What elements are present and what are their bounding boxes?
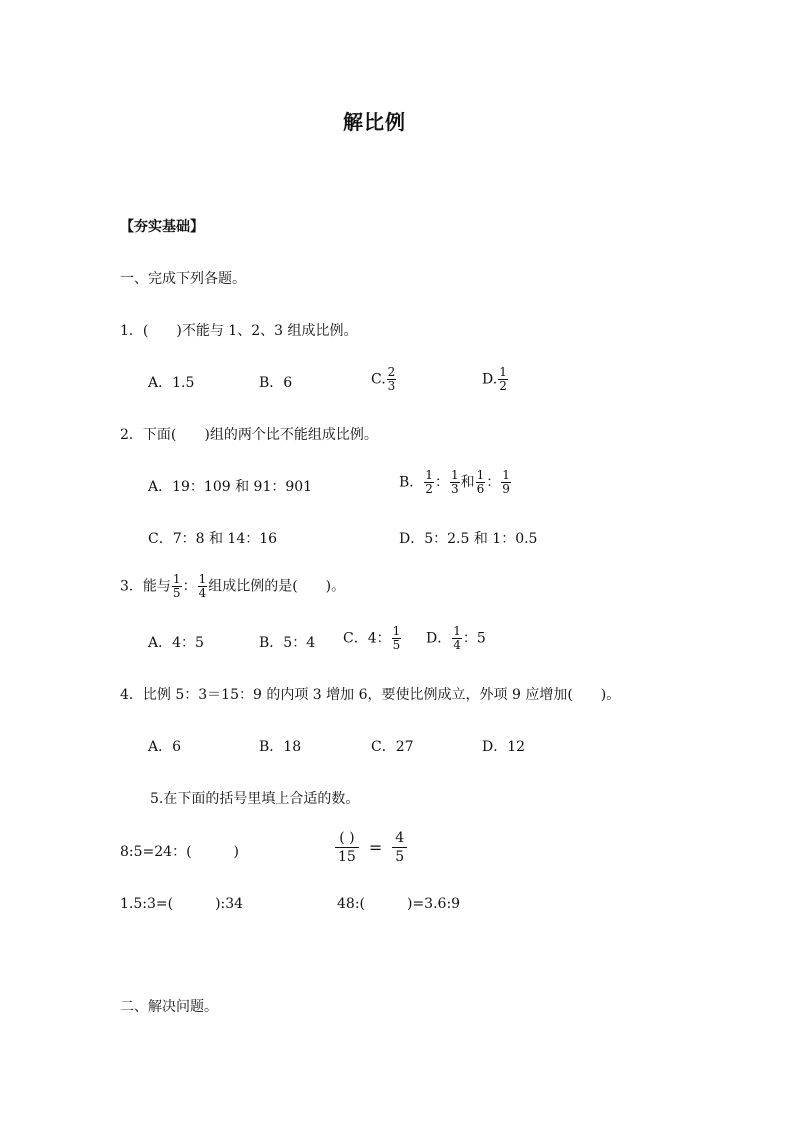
q1-option-c-prefix: C.	[371, 371, 386, 388]
q3-option-a: A．4：5	[148, 635, 204, 651]
q1-option-c-fraction	[387, 366, 397, 393]
q1-option-a: A．1.5	[148, 375, 195, 391]
ratio-colon: ：	[182, 578, 197, 595]
q3-stem	[120, 573, 345, 600]
q3-option-d	[426, 625, 486, 652]
fraction-denominator: 3	[387, 379, 396, 393]
q1-stem: 1．( )不能与 1、2、3 组成比例。	[120, 323, 358, 339]
q5-eq2-left-fraction	[335, 829, 359, 866]
fraction-numerator: 1	[502, 468, 510, 482]
q5-stem: 5.在下面的括号里填上合适的数。	[150, 791, 360, 807]
fraction-denominator: 5	[172, 586, 181, 600]
fraction-numerator: 1	[392, 624, 401, 638]
fraction-denominator: 2	[499, 379, 507, 393]
q4-option-b: B．18	[259, 739, 302, 755]
q1-option-c	[371, 366, 397, 393]
q3-option-d-fraction	[452, 625, 462, 652]
q5-equation-4: 48:( )=3.6:9	[337, 896, 461, 912]
fraction-numerator: 1	[499, 365, 507, 379]
q2-fraction-1	[424, 469, 434, 496]
q3-option-d-prefix: D．	[426, 630, 452, 647]
fraction-numerator: 1	[198, 572, 207, 586]
equals-sign: =	[368, 838, 383, 857]
q3-option-d-suffix: ：5	[462, 630, 486, 647]
q3-fraction-2	[198, 573, 208, 600]
q3-option-b: B．5：4	[259, 635, 316, 651]
q4-option-a: A．6	[148, 739, 182, 755]
q2-option-c: C．7：8 和 14：16	[148, 531, 278, 547]
fraction-numerator: 2	[387, 365, 396, 379]
q1-option-d-fraction	[498, 366, 508, 393]
and-text: 和	[460, 474, 475, 491]
q1-option-d	[482, 366, 509, 393]
part1-heading: 一、完成下列各题。	[120, 271, 246, 287]
q2-option-a: A．19：109 和 91：901	[148, 479, 313, 495]
q2-option-d: D．5：2.5 和 1：0.5	[399, 531, 538, 547]
fraction-numerator: ( )	[339, 830, 355, 846]
section-label: 【夯实基础】	[120, 219, 204, 235]
fraction-numerator: 1	[453, 624, 461, 638]
ratio-colon: ：	[486, 474, 501, 491]
q2-fraction-2	[450, 469, 460, 496]
fraction-denominator: 5	[392, 847, 407, 866]
fraction-denominator: 2	[425, 482, 433, 496]
fraction-denominator: 9	[502, 482, 510, 496]
q3-stem-prefix: 3．能与	[120, 578, 171, 595]
fraction-numerator: 1	[476, 468, 485, 482]
ratio-colon: ：	[434, 474, 449, 491]
q3-stem-suffix: 组成比例的是( )。	[208, 578, 346, 595]
q2-option-b-prefix: B．	[399, 474, 424, 491]
q5-equation-1: 8:5=24：( )	[120, 844, 239, 860]
fraction-denominator: 3	[450, 482, 459, 496]
q2-option-b	[399, 469, 512, 496]
q3-fraction-1	[172, 573, 182, 600]
q5-equation-3: 1.5:3=( ):34	[120, 896, 244, 912]
fraction-numerator: 1	[425, 468, 433, 482]
fraction-numerator: 1	[450, 468, 459, 482]
fraction-denominator: 6	[476, 482, 485, 496]
part2-heading: 二、解决问题。	[120, 999, 218, 1015]
q2-fraction-3	[476, 469, 486, 496]
page-title: 解比例	[343, 110, 406, 134]
q2-fraction-4	[501, 469, 511, 496]
q3-option-c-fraction	[392, 625, 402, 652]
q5-equation-2	[335, 829, 407, 866]
fraction-denominator: 5	[392, 638, 401, 652]
q1-option-b: B．6	[259, 375, 293, 391]
fraction-denominator: 15	[335, 847, 359, 866]
q4-stem: 4．比例 5：3＝15：9 的内项 3 增加 6，要使比例成立，外项 9 应增加( )。	[120, 687, 621, 703]
fraction-numerator: 1	[172, 572, 181, 586]
q5-eq2-right-fraction	[392, 829, 407, 866]
fraction-numerator: 4	[395, 830, 405, 846]
q1-option-d-prefix: D.	[482, 371, 498, 388]
q3-option-c-prefix: C．4：	[343, 630, 391, 647]
fraction-denominator: 4	[198, 586, 207, 600]
q4-option-c: C．27	[371, 739, 414, 755]
q2-stem: 2．下面( )组的两个比不能组成比例。	[120, 427, 378, 443]
fraction-denominator: 4	[453, 638, 461, 652]
q3-option-c	[343, 625, 402, 652]
q4-option-d: D．12	[482, 739, 526, 755]
